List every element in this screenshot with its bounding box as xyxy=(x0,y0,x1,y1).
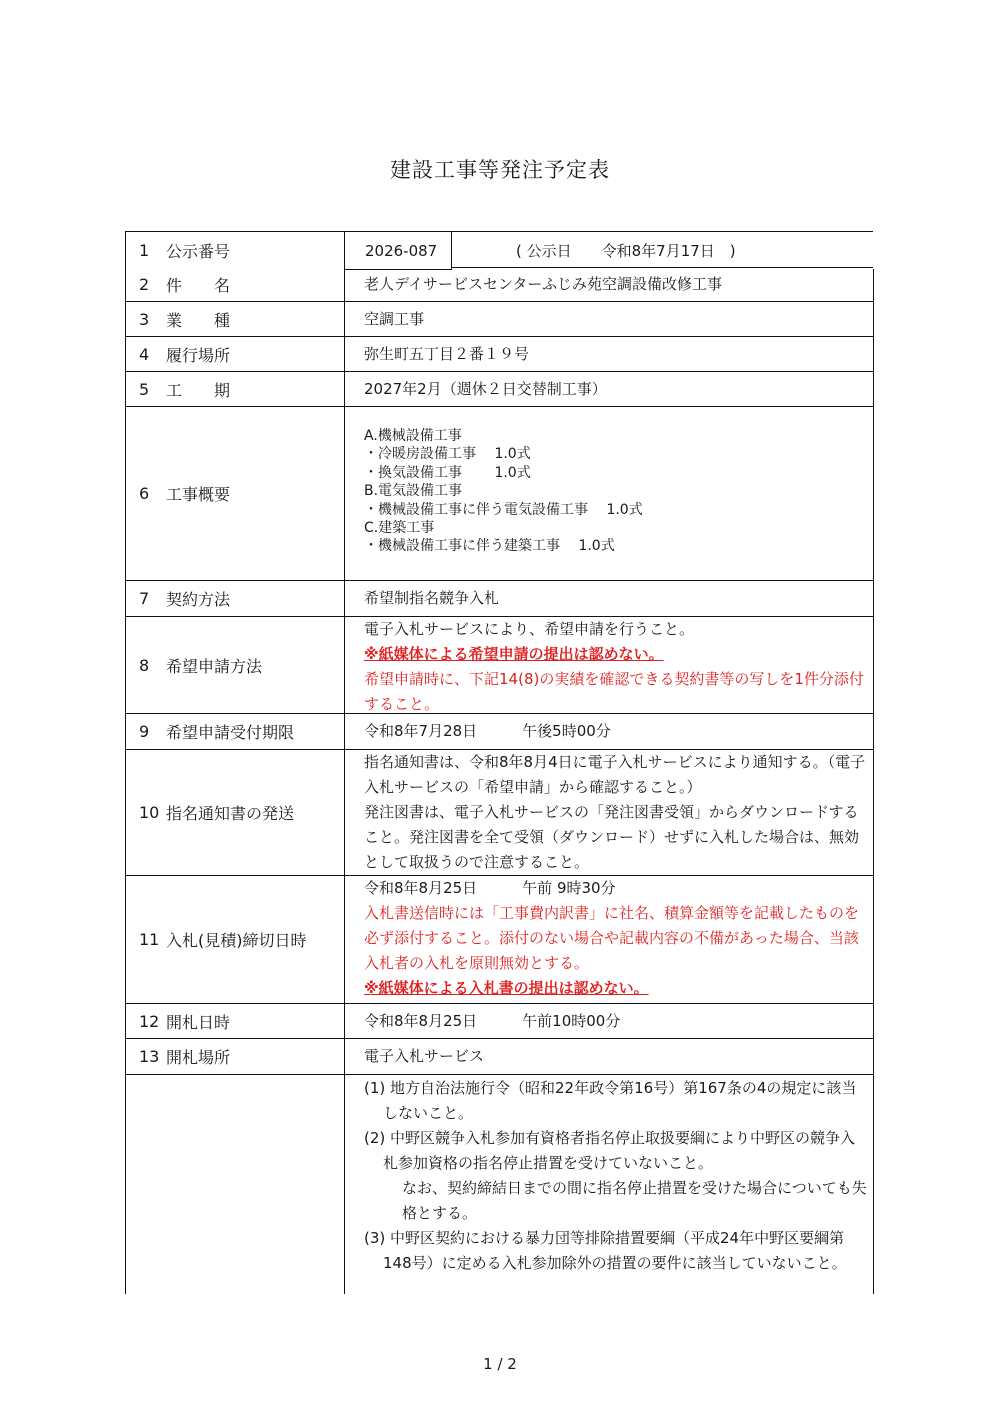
contract-method-value: 希望制指名競争入札 xyxy=(364,589,500,607)
row-label: 5 工 期 xyxy=(126,372,345,406)
row-label xyxy=(126,1075,345,1294)
project-name-value: 老人デイサービスセンターふじみ苑空調設備改修工事 xyxy=(364,274,723,293)
publication-date: ( 公示日 令和8年7月17日 ) xyxy=(516,241,736,260)
row-edge-mask xyxy=(873,231,875,269)
row-opening-datetime xyxy=(126,1004,873,1039)
row-opening-place xyxy=(126,1039,873,1075)
period-value: 2027年2月（週休２日交替制工事） xyxy=(364,379,607,398)
row-application-method xyxy=(126,617,873,714)
row-label: 12 開札日時 xyxy=(126,1004,345,1038)
work-overview-value: A.機械設備工事 ・冷暖房設備工事 1.0式 ・換気設備工事 1.0式 B.電気設備工事 ・機械設備工事に伴う電気設備工事 1.0式 C.建築工事 ・機械設備工事に伴う建築工事 1.0式 xyxy=(364,428,643,555)
order-schedule-table xyxy=(125,231,874,1294)
row-label: 4 履行場所 xyxy=(126,337,345,371)
row-period xyxy=(126,372,873,407)
opening-datetime-value: 令和8年8月25日 午前10時00分 xyxy=(364,1011,621,1030)
row-label: 11 入札(見積)締切日時 xyxy=(126,876,345,1003)
row-label: 7 契約方法 xyxy=(126,581,345,616)
location-value: 弥生町五丁目２番１９号 xyxy=(364,344,530,363)
row-label: 6 工事概要 xyxy=(126,407,345,580)
row-label: 8 希望申請方法 xyxy=(126,617,345,713)
row-label: 9 希望申請受付期限 xyxy=(126,714,345,749)
document-title: 建設工事等発注予定表 xyxy=(390,158,610,182)
public-number-value: 2026-087 xyxy=(345,232,452,270)
row-label: 10 指名通知書の発送 xyxy=(126,750,345,875)
row-industry xyxy=(126,302,873,337)
row-work-overview xyxy=(126,407,873,581)
row-location xyxy=(126,337,873,372)
eligibility-conditions-value: (1) 地方自治法施行令（昭和22年政令第16号）第167条の4の規定に該当しないこと。 (2) 中野区競争入札参加有資格者指名停止取扱要綱により中野区の競争入札参加資格の指名停止措置を受けていないこと。 なお、契約締結日までの間に指名停止措置を受けた場合についても失格とする。 (3) 中野区契約における暴力団等排除措置要綱（平成24年中野区要綱第148号）に定める入札参加除外の措置の要件に該当していないこと。 xyxy=(364,1079,867,1272)
row-eligibility-conditions xyxy=(126,1075,873,1294)
row-application-deadline xyxy=(126,714,873,750)
application-deadline-value: 令和8年7月28日 午後5時00分 xyxy=(364,722,611,740)
row-nomination-notice xyxy=(126,750,873,876)
row-bid-deadline xyxy=(126,876,873,1004)
row-label: 2 件 名 xyxy=(126,267,345,301)
nomination-notice-value: 指名通知書は、令和8年8月4日に電子入札サービスにより通知する。（電子入札サービスの「希望申請」から確認すること。） 発注図書は、電子入札サービスの「発注図書受領」からダウンロードすること。発注図書を全て受領（ダウンロード）せずに入札した場合は、無効として取扱うので注意すること。 xyxy=(364,753,866,871)
row-public-number xyxy=(126,231,873,267)
row-label: 13 開札場所 xyxy=(126,1039,345,1074)
application-method-value: 電子入札サービスにより、希望申請を行うこと。 ※紙媒体による希望申請の提出は認めない。 希望申請時に、下記14(8)の実績を確認できる契約書等の写しを1件分添付すること。 xyxy=(364,620,864,713)
row-divider xyxy=(452,267,875,268)
row-label: 3 業 種 xyxy=(126,302,345,336)
bid-deadline-value: 令和8年8月25日 午前 9時30分 入札書送信時には「工事費内訳書」に社名、積算金額等を記載したものを必ず添付すること。添付のない場合や記載内容の不備があった場合、当該入札者の入札を原則無効とする。 ※紙媒体による入札書の提出は認めない。 xyxy=(364,879,860,997)
row-project-name xyxy=(126,267,873,302)
industry-value: 空調工事 xyxy=(364,309,425,328)
page-number: 1 / 2 xyxy=(483,1355,517,1373)
row-contract-method xyxy=(126,581,873,617)
opening-place-value: 電子入札サービス xyxy=(364,1047,485,1065)
row-label: 1 公示番号 xyxy=(126,232,345,268)
